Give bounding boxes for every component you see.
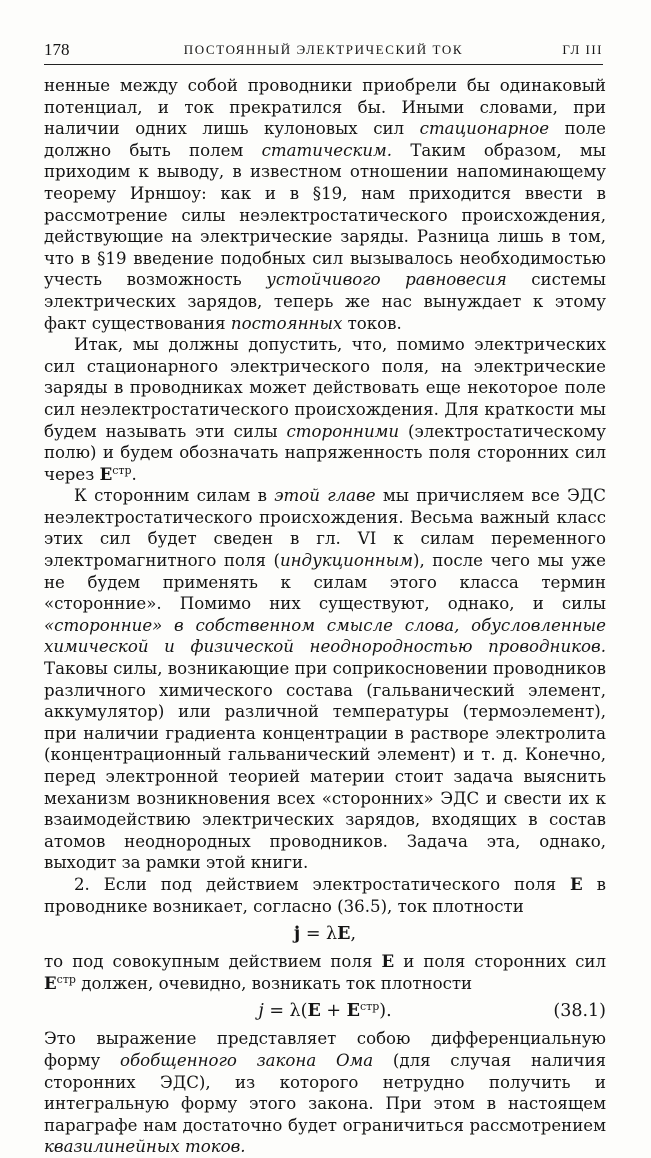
running-header: [44, 38, 603, 65]
equation-number: (38.1): [553, 1001, 606, 1022]
paragraph-1: ненные между собой проводники приобрели бы одинаковый потенциал, и ток прекратился бы. Иными словами, при наличии одних лишь кулоновых сил стационарное поле должно быть полем статическим. Таким образом, мы приходим к выводу, в известном отношении напоминающему теорему Ирншоу: как и в §19, нам приходится ввести в рассмотрение силы неэлектростатического происхождения, действующие на электрические заряды. Разница лишь в том, что в §19 введение подобных сил вызывалось необходимостью учесть возможность устойчивого равновесия системы электрических зарядов, теперь же нас вынуждает к этому факт существования постоянных токов.: [44, 76, 607, 333]
paragraph-5: то под совокупным действием поля E и поля сторонних сил $E^{стр}$ должен, очевидно, возникать ток плотности: [44, 951, 606, 993]
chapter-label: ГЛ III: [562, 42, 603, 57]
page-body: [44, 75, 606, 1158]
page-number: 178: [44, 40, 70, 59]
paragraph-4: 2. Если под действием электростатического поля E в проводнике возникает, согласно (36.5), ток плотности: [44, 873, 606, 916]
paragraph-3: К сторонним силам в этой главе мы причисляем все ЭДС неэлектростатического происхождения. Весьма важный класс этих сил будет сведен в гл. VI к силам переменного электромагнитного поля (индукционным), после чего мы уже не будем применять к силам этого класса термин «сторонние». Помимо них существуют, однако, и силы «сторонние» в собственном смысле слова, обусловленные химической и физической неоднородностью проводников. Таковы силы, возникающие при соприкосновении проводников различного химического состава (гальванический элемент, аккумулятор) или различной температуры (термоэлемент), при наличии градиента концентрации в растворе электролита (концентрационный гальванический элемент) и т. д. Конечно, перед электронной теорией материи стоит задача выяснить механизм возникновения всех «сторонних» ЭДС и свести их к взаимодействию электрических зарядов, входящих в состав атомов неоднородных проводников. Задача эта, однако, выходит за рамки этой книги.: [44, 486, 606, 873]
paragraph-6: Это выражение представляет собою дифференциальную форму обобщенного закона Ома (для случая наличия сторонних ЭДС), из которого нетрудно получить и интегральную форму этого закона. При этом в настоящем параграфе нам достаточно будет ограничиться рассмотрением квазилинейных токов.: [44, 1029, 606, 1157]
paragraph-2: Итак, мы должны допустить, что, помимо электрических сил стационарного электрического поля, на электрические заряды в проводниках может действовать еще некоторое поле сил неэлектростатического происхождения. Для краткости мы будем называть эти силы сторонними (электростатическому полю) и будем обозначать напряженность поля сторонних сил через $E^{стр}$.: [44, 335, 606, 484]
running-title: ПОСТОЯННЫЙ ЭЛЕКТРИЧЕСКИЙ ТОК: [183, 42, 464, 57]
equation-38-1: $j = \lambda(E + E^{стр})$. (38.1): [44, 994, 606, 1028]
equation-ohm-law: j = λE,: [293, 924, 357, 945]
